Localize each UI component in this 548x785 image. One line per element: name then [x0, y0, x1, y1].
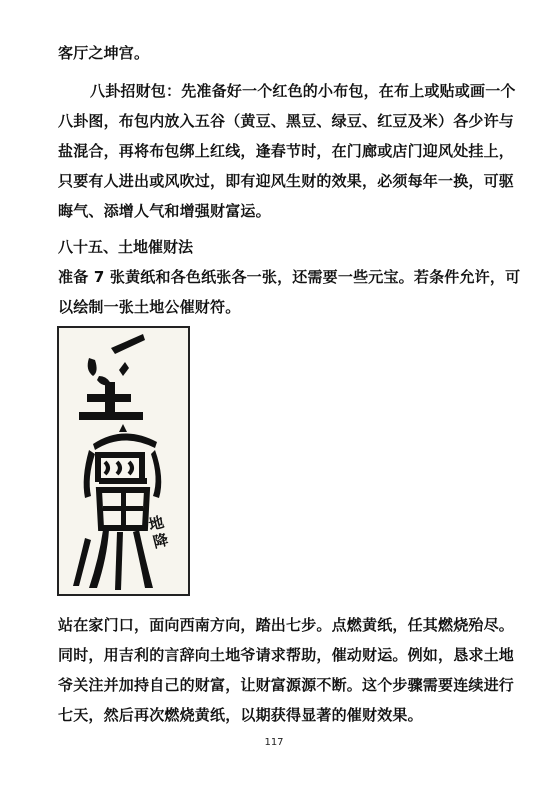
- ritual-line: 同时，用吉利的言辞向土地爷请求帮助，催动财运。例如，恳求土地: [58, 646, 515, 664]
- bagua-line: 八卦招财包：先准备好一个红色的小布包，在布上或贴或画一个: [90, 82, 516, 100]
- talisman-drawing: [59, 328, 188, 594]
- prep-line: 以绘制一张土地公催财符。: [58, 298, 241, 316]
- section-title: 八十五、土地催财法: [58, 238, 194, 256]
- bagua-line: 晦气、添增人气和增强财富运。: [58, 202, 271, 220]
- ritual-line: 爷关注并加持自己的财富，让财富源源不断。这个步骤需要连续进行: [58, 676, 515, 694]
- page-number: 117: [264, 737, 284, 748]
- talisman-image: [57, 326, 190, 596]
- ritual-line: 七天，然后再次燃烧黄纸，以期获得显著的催财效果。: [58, 706, 423, 724]
- bagua-line: 只要有人进出或风吹过，即有迎风生财的效果，必须每年一换，可驱: [58, 172, 515, 190]
- bagua-paragraph: [58, 76, 516, 226]
- intro-paragraph: [58, 38, 498, 68]
- intro-line: 客厅之坤宫。: [58, 44, 150, 62]
- bagua-line: 盐混合，再将布包绑上红线，逢春节时，在门廊或店门迎风处挂上，: [58, 142, 515, 160]
- prep-paragraph: [58, 262, 521, 322]
- bagua-line: 八卦图，布包内放入五谷（黄豆、黑豆、绿豆、红豆及米）各少许与: [58, 112, 515, 130]
- ritual-paragraph: [58, 610, 515, 730]
- ritual-line: 站在家门口，面向西南方向，踏出七步。点燃黄纸，任其燃烧殆尽。: [58, 616, 515, 634]
- prep-line: 准备 7 张黄纸和各色纸张各一张，还需要一些元宝。若条件允许，可: [58, 268, 521, 286]
- talisman-side-text: 地降: [146, 513, 171, 552]
